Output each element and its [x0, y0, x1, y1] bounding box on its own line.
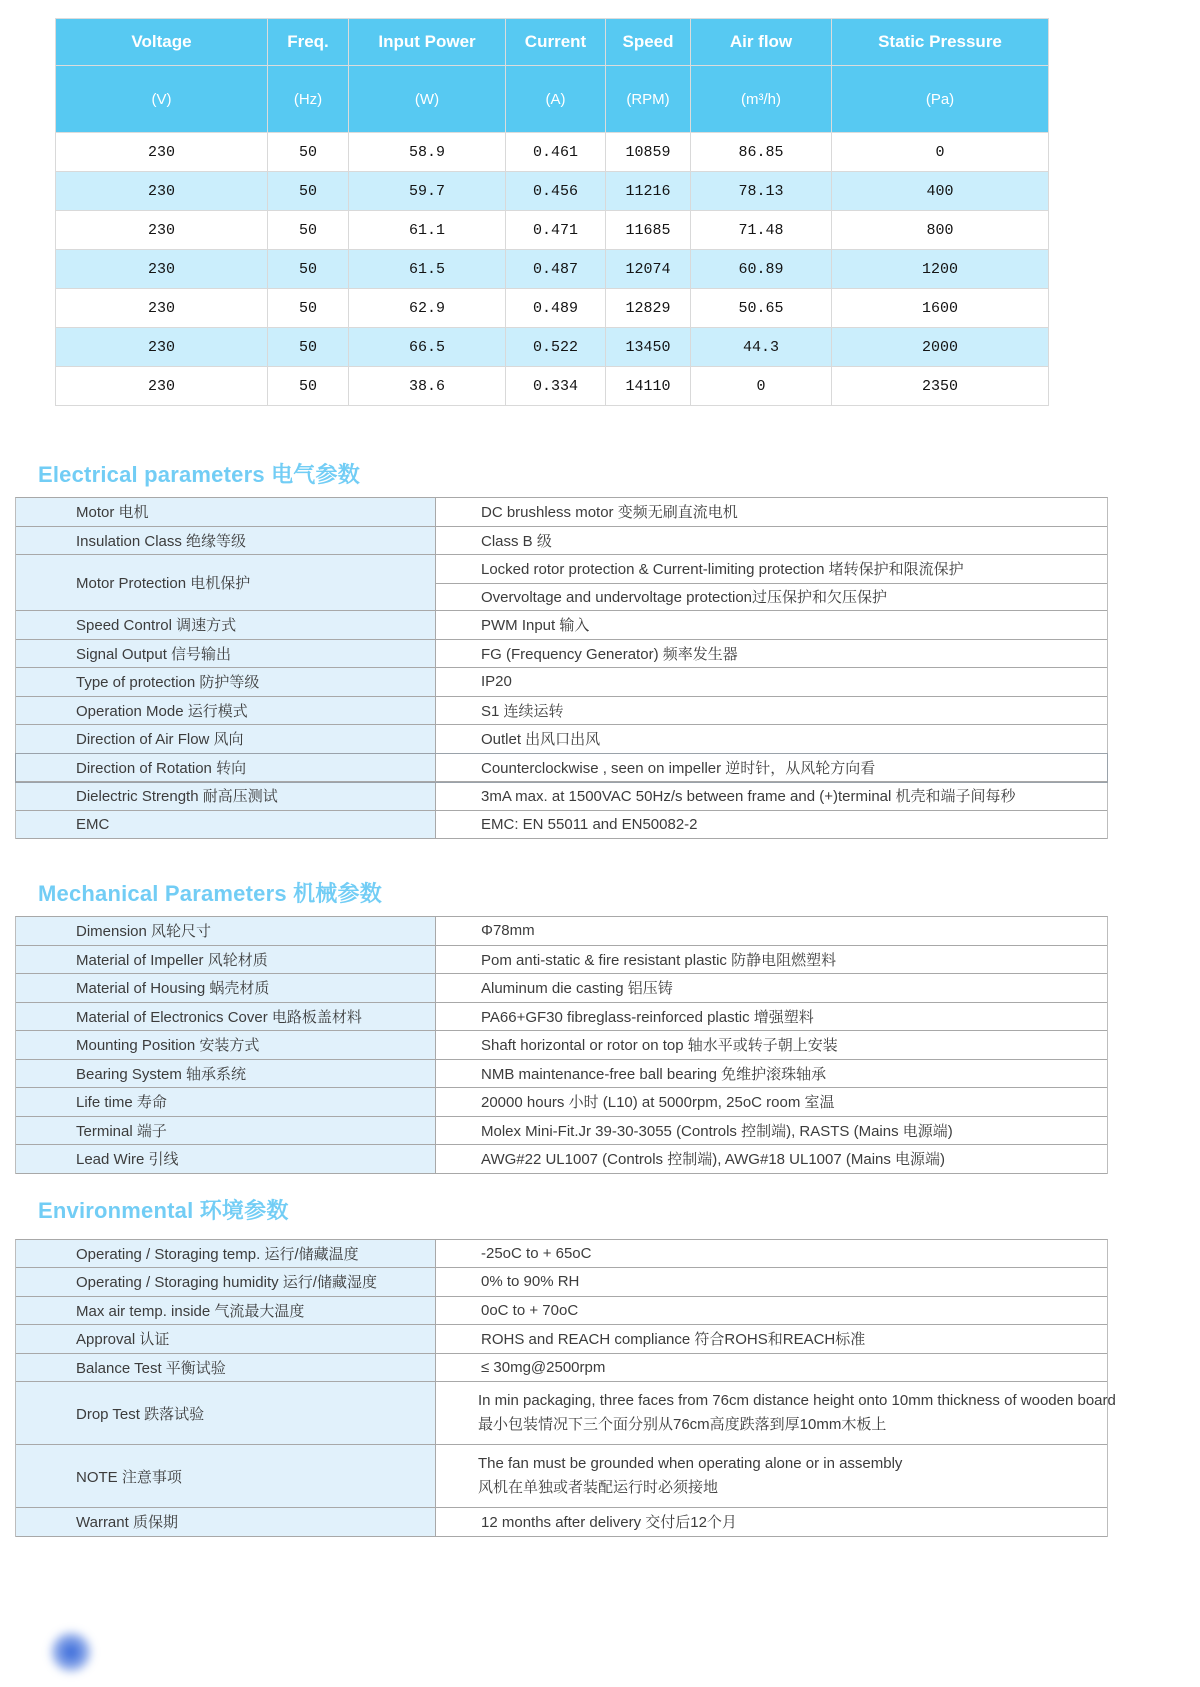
- param-label: EMC: [16, 811, 436, 839]
- param-value: EMC: EN 55011 and EN50082-2: [481, 815, 698, 833]
- param-value-group: [436, 946, 1107, 974]
- spec-data-cell: 44.3: [691, 328, 832, 367]
- param-value-group: [436, 668, 1107, 696]
- param-label: Speed Control 调速方式: [16, 611, 436, 639]
- spec-column-unit: (Hz): [268, 66, 349, 133]
- param-label: Direction of Rotation 转向: [16, 754, 436, 782]
- spec-data-row: [56, 328, 1049, 367]
- param-value-group: [436, 754, 1107, 782]
- param-value: Pom anti-static & fire resistant plastic 防静电阻燃塑料: [481, 951, 837, 969]
- spec-data-cell: 10859: [606, 133, 691, 172]
- param-row: [16, 1003, 1107, 1032]
- param-row: [16, 1508, 1107, 1537]
- spec-data-cell: 0.471: [506, 211, 606, 250]
- param-value: Overvoltage and undervoltage protection过压保护和欠压保护: [436, 583, 1107, 611]
- param-row: [16, 1354, 1107, 1383]
- param-value: Shaft horizontal or rotor on top 轴水平或转子朝上安装: [481, 1037, 838, 1055]
- param-label: NOTE 注意事项: [16, 1445, 436, 1507]
- spec-data-row: [56, 133, 1049, 172]
- electrical-parameters-table: [15, 497, 1108, 839]
- spec-data-row: [56, 172, 1049, 211]
- spec-column-unit: (m³/h): [691, 66, 832, 133]
- spec-data-cell: 0.461: [506, 133, 606, 172]
- param-value: Aluminum die casting 铝压铸: [481, 980, 673, 998]
- param-row: [16, 1060, 1107, 1089]
- param-value: PWM Input 输入: [481, 617, 590, 635]
- spec-data-cell: 50: [268, 250, 349, 289]
- param-label: Drop Test 跌落试验: [16, 1382, 436, 1444]
- param-row: [16, 1445, 1107, 1508]
- spec-data-cell: 59.7: [349, 172, 506, 211]
- param-value: IP20: [481, 673, 512, 691]
- spec-data-cell: 2350: [832, 367, 1049, 406]
- spec-data-cell: 0.487: [506, 250, 606, 289]
- param-value-group: [436, 640, 1107, 668]
- param-value-group: [436, 1297, 1107, 1325]
- spec-data-cell: 61.5: [349, 250, 506, 289]
- param-row: [16, 1031, 1107, 1060]
- spec-data-cell: 230: [56, 172, 268, 211]
- param-label: Material of Impeller 风轮材质: [16, 946, 436, 974]
- param-row: [16, 811, 1107, 840]
- spec-column-header: Air flow: [691, 19, 832, 66]
- param-row: [16, 527, 1107, 556]
- param-value-group: [436, 1240, 1107, 1268]
- spec-data-cell: 0: [832, 133, 1049, 172]
- param-value: PA66+GF30 fibreglass-reinforced plastic 增强塑料: [481, 1008, 814, 1026]
- param-row: [16, 1297, 1107, 1326]
- param-row: [16, 640, 1107, 669]
- spec-column-header: Speed: [606, 19, 691, 66]
- param-label: Lead Wire 引线: [16, 1145, 436, 1173]
- param-value-group: [436, 1325, 1107, 1353]
- param-value: FG (Frequency Generator) 频率发生器: [481, 645, 738, 663]
- param-value-group: [436, 811, 1107, 839]
- param-value: [436, 1382, 1116, 1444]
- param-row: [16, 1325, 1107, 1354]
- param-label: Max air temp. inside 气流最大温度: [16, 1297, 436, 1325]
- spec-data-cell: 11685: [606, 211, 691, 250]
- spec-data-cell: 50.65: [691, 289, 832, 328]
- spec-data-row: [56, 211, 1049, 250]
- performance-spec-table: [55, 18, 1048, 406]
- spec-data-cell: 230: [56, 250, 268, 289]
- spec-data-cell: 0: [691, 367, 832, 406]
- param-value-group: [436, 917, 1107, 945]
- param-value: Counterclockwise , seen on impeller 逆时针，从风轮方向看: [481, 759, 876, 777]
- spec-column-unit: (A): [506, 66, 606, 133]
- param-row: [16, 1088, 1107, 1117]
- spec-data-cell: 71.48: [691, 211, 832, 250]
- spec-data-cell: 50: [268, 289, 349, 328]
- spec-data-cell: 50: [268, 172, 349, 211]
- spec-table: [55, 18, 1049, 406]
- section-title-mechanical: Mechanical Parameters 机械参数: [38, 881, 382, 906]
- param-label: Type of protection 防护等级: [16, 668, 436, 696]
- spec-column-header: Static Pressure: [832, 19, 1049, 66]
- param-value-group: [436, 498, 1107, 526]
- spec-column-header: Voltage: [56, 19, 268, 66]
- param-value-group: [436, 697, 1107, 725]
- watermark-smudge: [48, 1630, 94, 1674]
- param-row: [16, 782, 1107, 811]
- param-value: -25oC to + 65oC: [481, 1244, 592, 1262]
- param-value: 12 months after delivery 交付后12个月: [481, 1514, 737, 1532]
- spec-data-row: [56, 289, 1049, 328]
- spec-data-cell: 11216: [606, 172, 691, 211]
- spec-data-row: [56, 367, 1049, 406]
- param-value-group: [436, 782, 1107, 810]
- spec-data-cell: 50: [268, 133, 349, 172]
- param-label: Operating / Storaging humidity 运行/储藏湿度: [16, 1268, 436, 1296]
- param-value: Outlet 出风口出风: [481, 731, 601, 749]
- param-row: [16, 611, 1107, 640]
- spec-data-cell: 78.13: [691, 172, 832, 211]
- spec-data-cell: 58.9: [349, 133, 506, 172]
- spec-table-body: [56, 133, 1049, 406]
- param-row: [16, 668, 1107, 697]
- param-value-line: 最小包装情况下三个面分别从76cm高度跌落到厚10mm木板上: [478, 1416, 887, 1433]
- param-label: Insulation Class 绝缘等级: [16, 527, 436, 555]
- param-label: Approval 认证: [16, 1325, 436, 1353]
- param-value-group: [436, 1031, 1107, 1059]
- spec-data-cell: 400: [832, 172, 1049, 211]
- spec-data-cell: 0.334: [506, 367, 606, 406]
- spec-data-cell: 1600: [832, 289, 1049, 328]
- spec-data-cell: 60.89: [691, 250, 832, 289]
- spec-data-cell: 62.9: [349, 289, 506, 328]
- section-title-environmental: Environmental 环境参数: [38, 1197, 289, 1223]
- param-value: 0% to 90% RH: [481, 1273, 580, 1291]
- param-label: Dielectric Strength 耐高压测试: [16, 782, 436, 810]
- spec-data-cell: 230: [56, 367, 268, 406]
- param-value: NMB maintenance-free ball bearing 免维护滚珠轴承: [481, 1065, 827, 1083]
- spec-data-cell: 0.522: [506, 328, 606, 367]
- param-row: [16, 754, 1107, 783]
- spec-data-cell: 50: [268, 367, 349, 406]
- param-row: [16, 1382, 1116, 1445]
- param-label: Operating / Storaging temp. 运行/储藏温度: [16, 1240, 436, 1268]
- section-title-electrical: Electrical parameters 电气参数: [38, 462, 360, 487]
- spec-units-row: [56, 66, 1049, 133]
- param-value: Φ78mm: [481, 922, 535, 940]
- param-value-group: [436, 1003, 1107, 1031]
- param-value: ROHS and REACH compliance 符合ROHS和REACH标准: [481, 1331, 866, 1349]
- param-row: [16, 555, 1107, 611]
- spec-data-cell: 1200: [832, 250, 1049, 289]
- param-label: Warrant 质保期: [16, 1508, 436, 1536]
- spec-data-cell: 14110: [606, 367, 691, 406]
- param-value-group: [436, 1088, 1107, 1116]
- param-value: [436, 1445, 1107, 1507]
- param-value-group: [436, 611, 1107, 639]
- param-value-group: [436, 1508, 1107, 1536]
- spec-column-unit: (RPM): [606, 66, 691, 133]
- spec-column-header: Input Power: [349, 19, 506, 66]
- spec-column-unit: (W): [349, 66, 506, 133]
- param-label: Life time 寿命: [16, 1088, 436, 1116]
- spec-column-unit: (Pa): [832, 66, 1049, 133]
- spec-data-cell: 50: [268, 328, 349, 367]
- spec-header-row: [56, 19, 1049, 66]
- param-label: Motor 电机: [16, 498, 436, 526]
- param-value: Class B 级: [481, 532, 552, 550]
- param-value: 3mA max. at 1500VAC 50Hz/s between frame and (+)terminal 机壳和端子间每秒: [481, 788, 1016, 806]
- param-row: [16, 1117, 1107, 1146]
- spec-data-cell: 12829: [606, 289, 691, 328]
- spec-data-cell: 800: [832, 211, 1049, 250]
- spec-data-cell: 12074: [606, 250, 691, 289]
- param-label: Motor Protection 电机保护: [16, 555, 436, 610]
- param-value: 20000 hours 小时 (L10) at 5000rpm, 25oC room 室温: [481, 1094, 835, 1112]
- param-value-group: [436, 1382, 1116, 1444]
- param-value: S1 连续运转: [481, 702, 564, 720]
- spec-data-cell: 86.85: [691, 133, 832, 172]
- spec-data-cell: 13450: [606, 328, 691, 367]
- environmental-parameters-table: [15, 1239, 1116, 1537]
- param-label: Signal Output 信号输出: [16, 640, 436, 668]
- param-row: [16, 498, 1107, 527]
- param-value-group: [436, 1060, 1107, 1088]
- spec-data-cell: 0.456: [506, 172, 606, 211]
- param-value-group: [436, 974, 1107, 1002]
- param-value-line: The fan must be grounded when operating alone or in assembly: [478, 1455, 903, 1472]
- param-value: Molex Mini-Fit.Jr 39-30-3055 (Controls 控制端), RASTS (Mains 电源端): [481, 1122, 953, 1140]
- spec-data-cell: 38.6: [349, 367, 506, 406]
- param-value-line: 风机在单独或者装配运行时必须接地: [478, 1479, 719, 1496]
- param-row: [16, 697, 1107, 726]
- param-value-line: In min packaging, three faces from 76cm distance height onto 10mm thickness of wooden board: [478, 1392, 1116, 1409]
- param-value-group: [436, 1117, 1107, 1145]
- spec-data-cell: 50: [268, 211, 349, 250]
- param-value: DC brushless motor 变频无刷直流电机: [481, 504, 738, 522]
- spec-data-cell: 230: [56, 289, 268, 328]
- param-label: Material of Housing 蜗壳材质: [16, 974, 436, 1002]
- param-label: Direction of Air Flow 风向: [16, 725, 436, 753]
- param-row: [16, 974, 1107, 1003]
- param-value: 0oC to + 70oC: [481, 1301, 579, 1319]
- spec-data-cell: 230: [56, 133, 268, 172]
- spec-data-row: [56, 250, 1049, 289]
- param-value-group: [436, 555, 1107, 610]
- spec-data-cell: 0.489: [506, 289, 606, 328]
- param-value-group: [436, 725, 1107, 753]
- param-value-group: [436, 1268, 1107, 1296]
- param-value-group: [436, 1145, 1107, 1173]
- param-label: Terminal 端子: [16, 1117, 436, 1145]
- param-row: [16, 1145, 1107, 1174]
- spec-data-cell: 61.1: [349, 211, 506, 250]
- mechanical-parameters-table: [15, 916, 1108, 1174]
- param-label: Mounting Position 安装方式: [16, 1031, 436, 1059]
- param-label: Balance Test 平衡试验: [16, 1354, 436, 1382]
- spec-data-cell: 230: [56, 328, 268, 367]
- param-label: Operation Mode 运行模式: [16, 697, 436, 725]
- param-row: [16, 946, 1107, 975]
- param-value: ≤ 30mg@2500rpm: [481, 1358, 606, 1376]
- spec-data-cell: 230: [56, 211, 268, 250]
- param-value: AWG#22 UL1007 (Controls 控制端), AWG#18 UL1007 (Mains 电源端): [481, 1151, 946, 1169]
- param-row: [16, 1268, 1107, 1297]
- param-label: Dimension 风轮尺寸: [16, 917, 436, 945]
- param-value: Locked rotor protection & Current-limiting protection 堵转保护和限流保护: [481, 561, 964, 579]
- spec-column-header: Current: [506, 19, 606, 66]
- param-row: [16, 725, 1107, 754]
- spec-data-cell: 66.5: [349, 328, 506, 367]
- spec-data-cell: 2000: [832, 328, 1049, 367]
- param-row: [16, 917, 1107, 946]
- param-label: Material of Electronics Cover 电路板盖材料: [16, 1003, 436, 1031]
- spec-column-header: Freq.: [268, 19, 349, 66]
- param-row: [16, 1240, 1107, 1269]
- param-label: Bearing System 轴承系统: [16, 1060, 436, 1088]
- param-value-group: [436, 1445, 1107, 1507]
- spec-column-unit: (V): [56, 66, 268, 133]
- param-value-group: [436, 1354, 1107, 1382]
- param-value-group: [436, 527, 1107, 555]
